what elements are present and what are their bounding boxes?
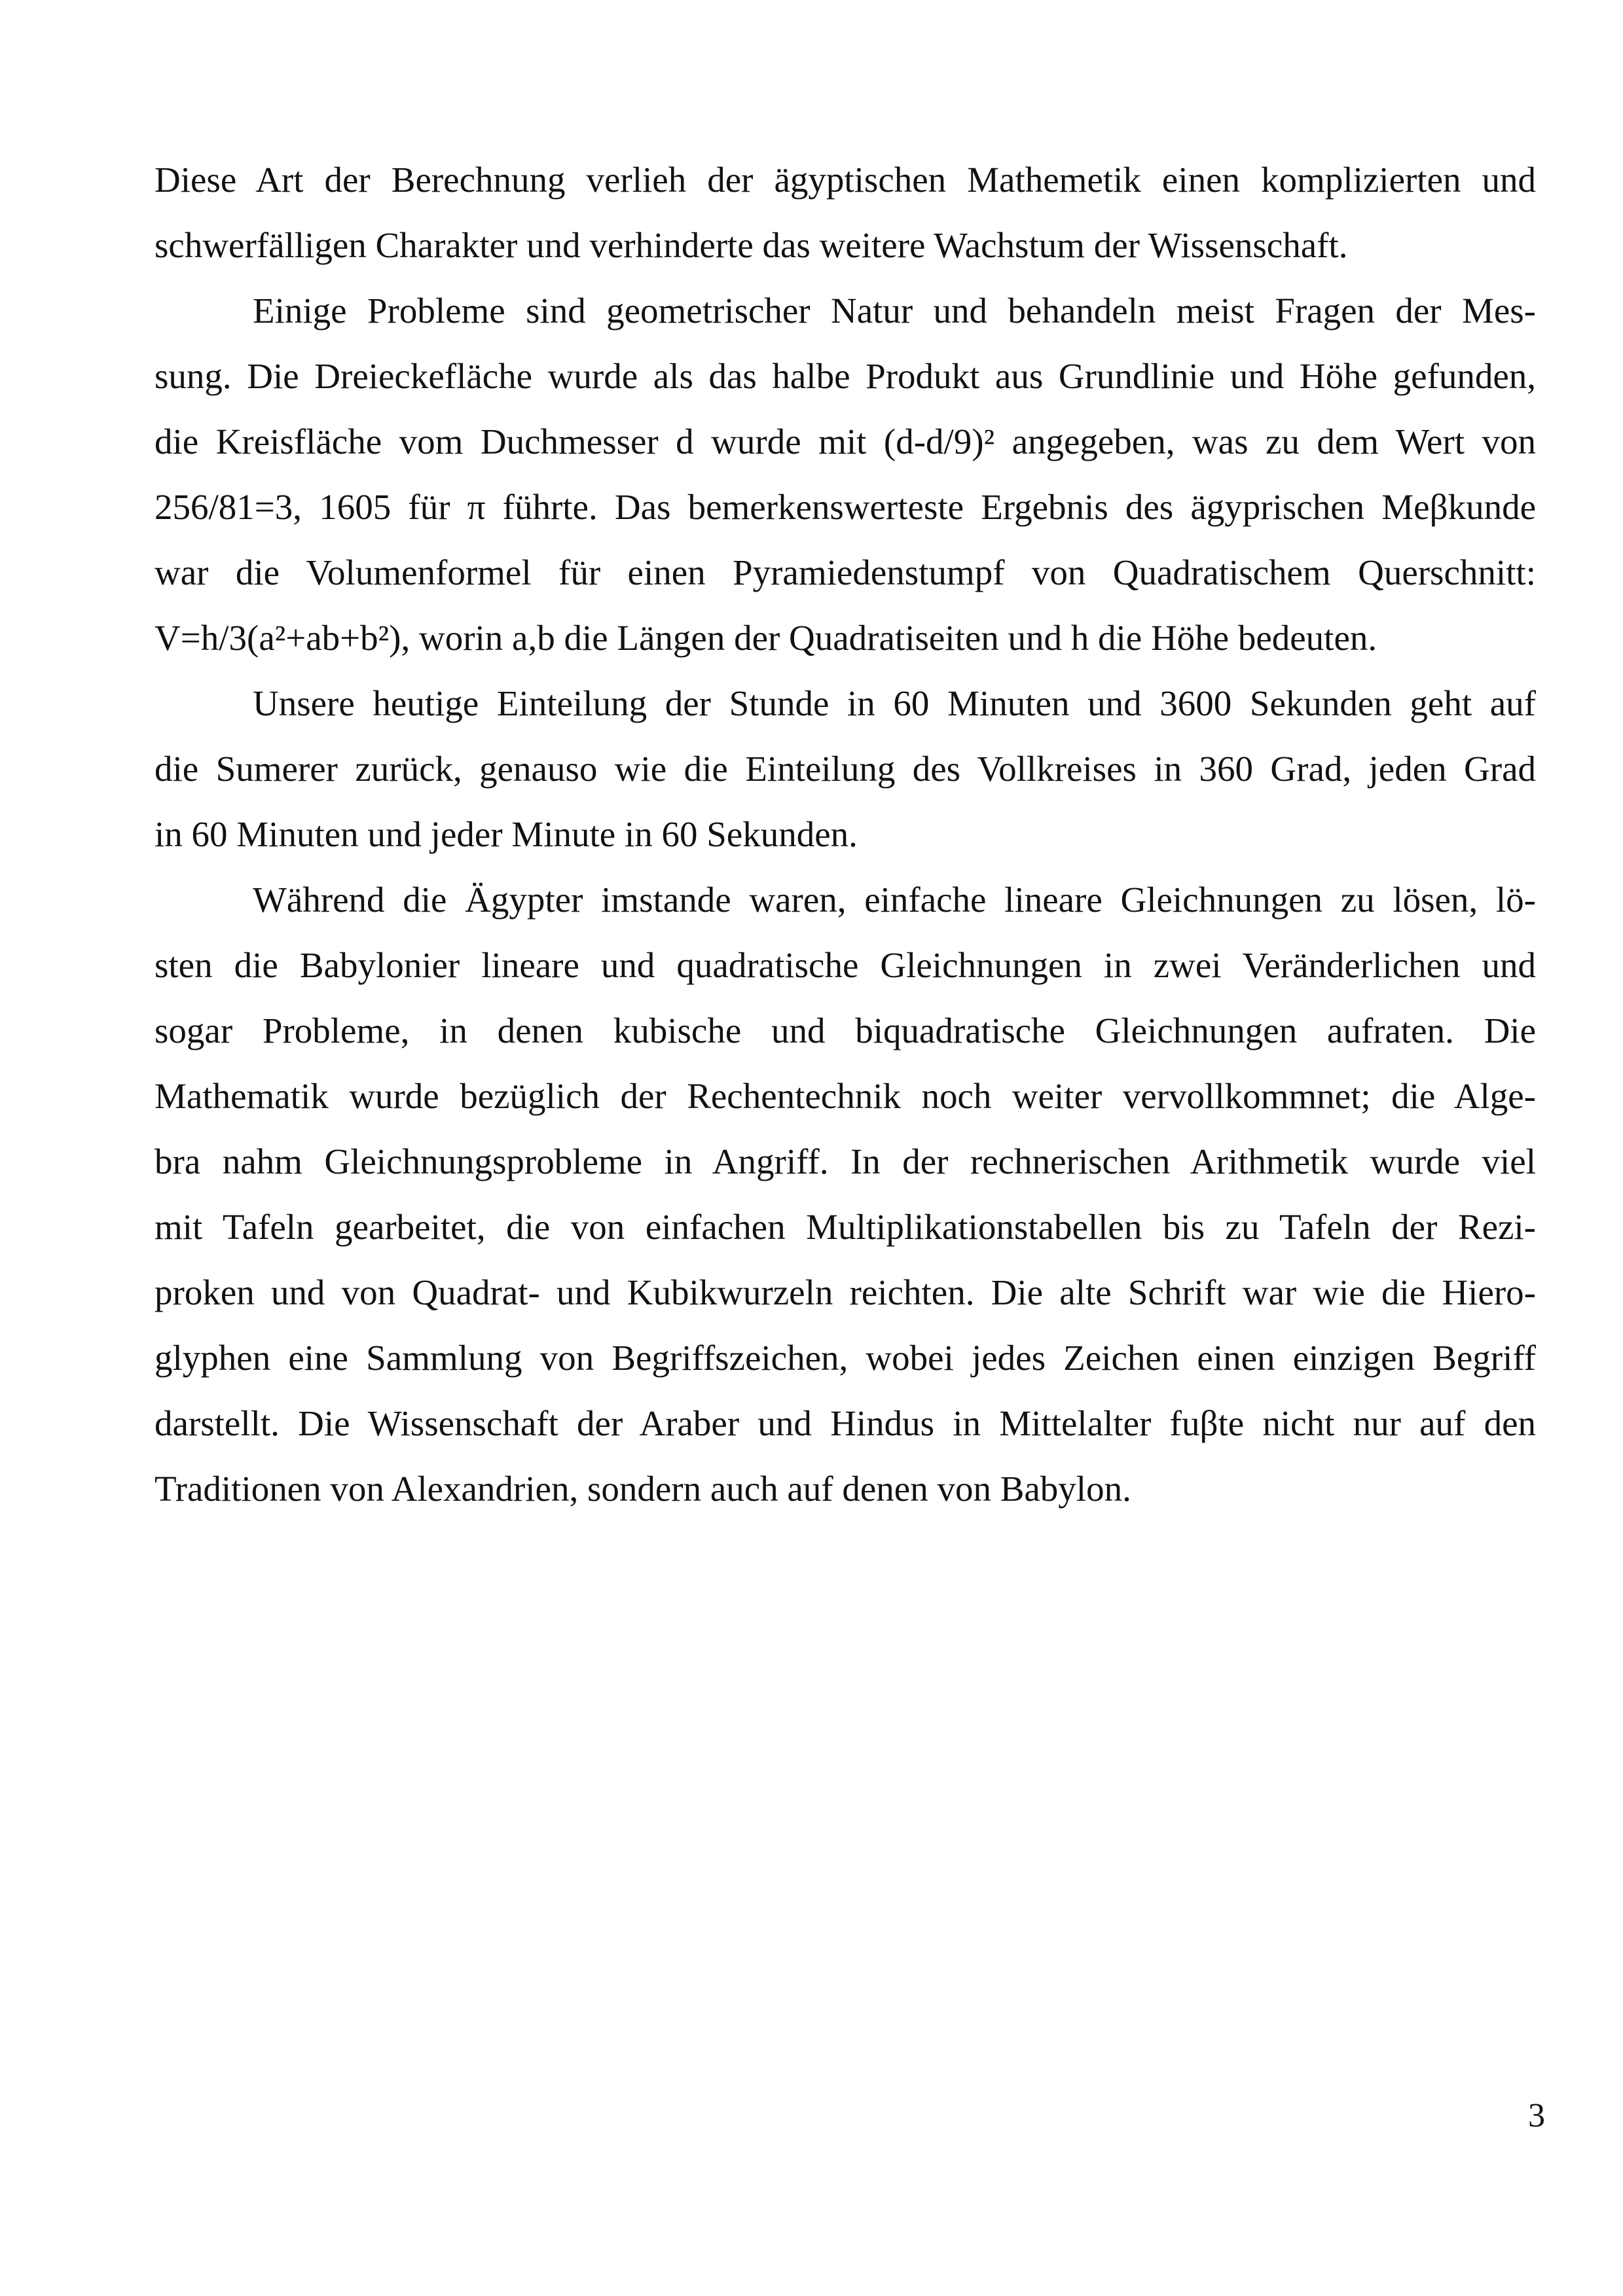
- text-line: die Sumerer zurück, genauso wie die Einteilung des Vollkreises in 360 Grad, jeden Grad: [155, 749, 1536, 789]
- text-line: 256/81=3, 1605 für π führte. Das bemerkenswerteste Ergebnis des ägyprischen Meβkunde: [155, 487, 1536, 527]
- text-line: sogar Probleme, in denen kubische und biquadratische Gleichnungen aufraten. Die: [155, 1011, 1536, 1050]
- text-line: sung. Die Dreieckefläche wurde als das halbe Produkt aus Grundlinie und Höhe gefunden,: [155, 356, 1536, 396]
- text-body: [155, 147, 1536, 1522]
- text-line: Unsere heutige Einteilung der Stunde in 60 Minuten und 3600 Sekunden geht auf: [253, 683, 1536, 723]
- text-line: Diese Art der Berechnung verlieh der ägyptischen Mathemetik einen komplizierten und: [155, 160, 1536, 200]
- text-line: glyphen eine Sammlung von Begriffszeichen, wobei jedes Zeichen einen einzigen Begriff: [155, 1338, 1536, 1378]
- text-line: sten die Babylonier lineare und quadratische Gleichnungen in zwei Veränderlichen und: [155, 945, 1536, 985]
- text-line: proken und von Quadrat- und Kubikwurzeln reichten. Die alte Schrift war wie die Hiero-: [155, 1272, 1536, 1312]
- paragraph-2: [155, 278, 1536, 671]
- text-line: bra nahm Gleichnungsprobleme in Angriff. In der rechnerischen Arithmetik wurde viel: [155, 1141, 1536, 1181]
- text-line: V=h/3(a²+ab+b²), worin a,b die Längen der Quadratiseiten und h die Höhe bedeuten.: [155, 618, 1377, 658]
- text-line: Einige Probleme sind geometrischer Natur und behandeln meist Fragen der Mes-: [253, 291, 1536, 331]
- text-line: Während die Ägypter imstande waren, einfache lineare Gleichnungen zu lösen, lö-: [253, 880, 1536, 920]
- text-line: mit Tafeln gearbeitet, die von einfachen Multiplikationstabellen bis zu Tafeln der Rezi-: [155, 1207, 1536, 1247]
- paragraph-3: [155, 671, 1536, 867]
- text-line: war die Volumenformel für einen Pyramiedenstumpf von Quadratischem Querschnitt:: [155, 552, 1536, 592]
- text-line: schwerfälligen Charakter und verhinderte das weitere Wachstum der Wissenschaft.: [155, 225, 1348, 265]
- text-line: Mathematik wurde bezüglich der Rechentechnik noch weiter vervollkommnet; die Alge-: [155, 1076, 1536, 1116]
- page-number: 3: [1528, 2097, 1545, 2134]
- paragraph-1: [155, 147, 1536, 278]
- paragraph-4: [155, 867, 1536, 1522]
- text-line: Traditionen von Alexandrien, sondern auch auf denen von Babylon.: [155, 1469, 1131, 1509]
- text-line: die Kreisfläche vom Duchmesser d wurde mit (d-d/9)² angegeben, was zu dem Wert von: [155, 422, 1536, 461]
- text-line: darstellt. Die Wissenschaft der Araber und Hindus in Mittelalter fuβte nicht nur auf den: [155, 1403, 1536, 1443]
- text-line: in 60 Minuten und jeder Minute in 60 Sekunden.: [155, 814, 858, 854]
